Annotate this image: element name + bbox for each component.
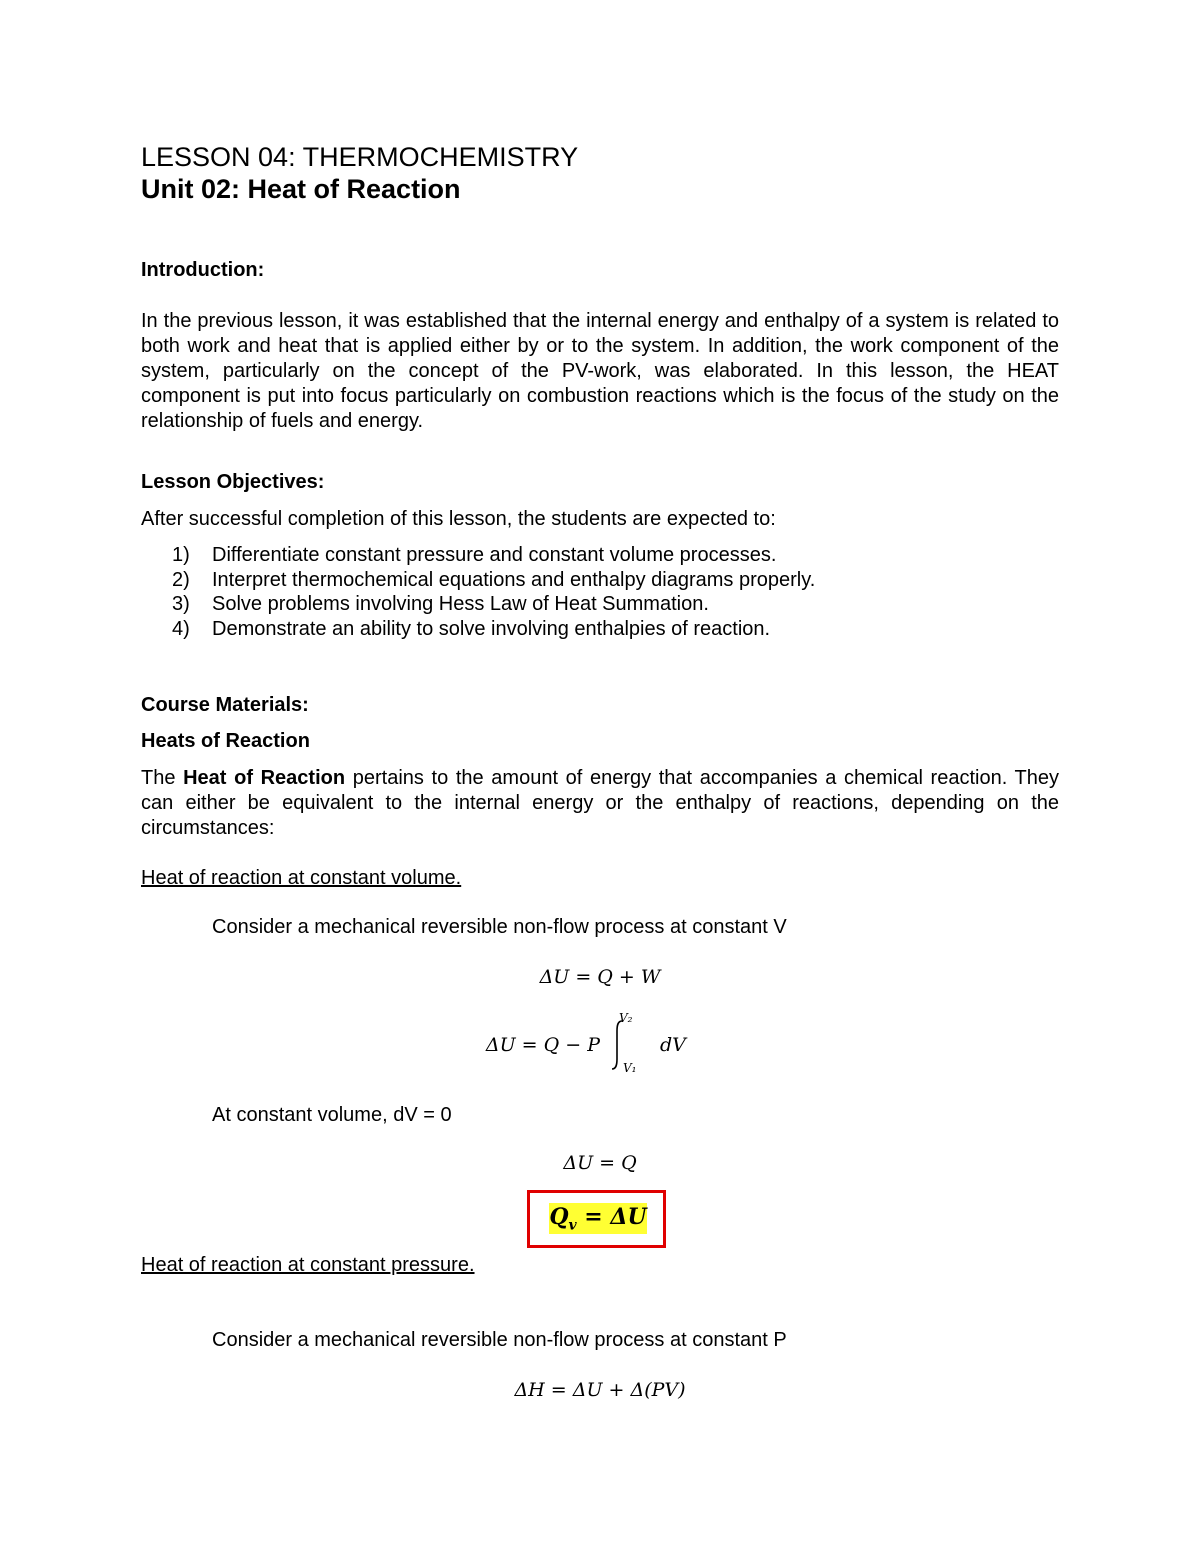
constant-volume-heading: Heat of reaction at constant volume. [141,867,462,889]
heats-of-reaction-subheading: Heats of Reaction [141,730,310,752]
lesson-title: LESSON 04: THERMOCHEMISTRY [141,142,579,172]
equation-work-integral-right: dV [660,1034,686,1056]
constant-pressure-consider: Consider a mechanical reversible non-flow process at constant P [212,1329,787,1351]
heat-of-reaction-term: Heat of Reaction [183,767,346,789]
objectives-lead: After successful completion of this lesson, the students are expected to: [141,508,776,530]
objective-item: 3) Solve problems involving Hess Law of Heat Summation. [172,593,709,615]
constant-pressure-heading: Heat of reaction at constant pressure. [141,1254,475,1276]
objectives-heading: Lesson Objectives: [141,471,325,493]
objectives-list [141,543,815,641]
constant-volume-condition: At constant volume, dV = 0 [212,1104,452,1126]
introduction-heading: Introduction: [141,259,265,281]
introduction-paragraph: In the previous lesson, it was established that the internal energy and enthalpy of a system is related to both work and heat that is applied either by or to the system. In addition, the work component of the system, particularly on the concept of the PV-work, was elaborated. In this lesson, the HEAT component is put into focus particularly on combustion reactions which is the focus of the study on the relationship of fuels and energy. [141,310,1059,432]
integral-lower-limit: V₁ [623,1061,637,1075]
equation-work-integral-left: ΔU = Q − P [485,1034,600,1056]
equation-enthalpy: ΔH = ΔU + Δ(PV) [514,1379,686,1401]
constant-volume-consider: Consider a mechanical reversible non-flow process at constant V [212,916,787,938]
heat-of-reaction-paragraph: The Heat of Reaction pertains to the amount of energy that accompanies a chemical reaction. They can either be equivalent to the internal energy or the enthalpy of reactions, depending on the circumstances: [141,767,1059,839]
objective-item: 4) Demonstrate an ability to solve involving enthalpies of reaction. [172,617,771,640]
integral-upper-limit: V₂ [619,1011,633,1025]
equation-du-equals-q: ΔU = Q [563,1152,637,1174]
course-materials-heading: Course Materials: [141,694,309,716]
equation-first-law: ΔU = Q + W [539,966,661,988]
boxed-equation-qv: $Q_v = \Delta U$ [549,1204,647,1234]
objective-item: 2) Interpret thermochemical equations and enthalpy diagrams properly. [172,568,816,591]
objective-item: 1) Differentiate constant pressure and constant volume processes. [172,544,777,566]
unit-title: Unit 02: Heat of Reaction [141,174,461,204]
